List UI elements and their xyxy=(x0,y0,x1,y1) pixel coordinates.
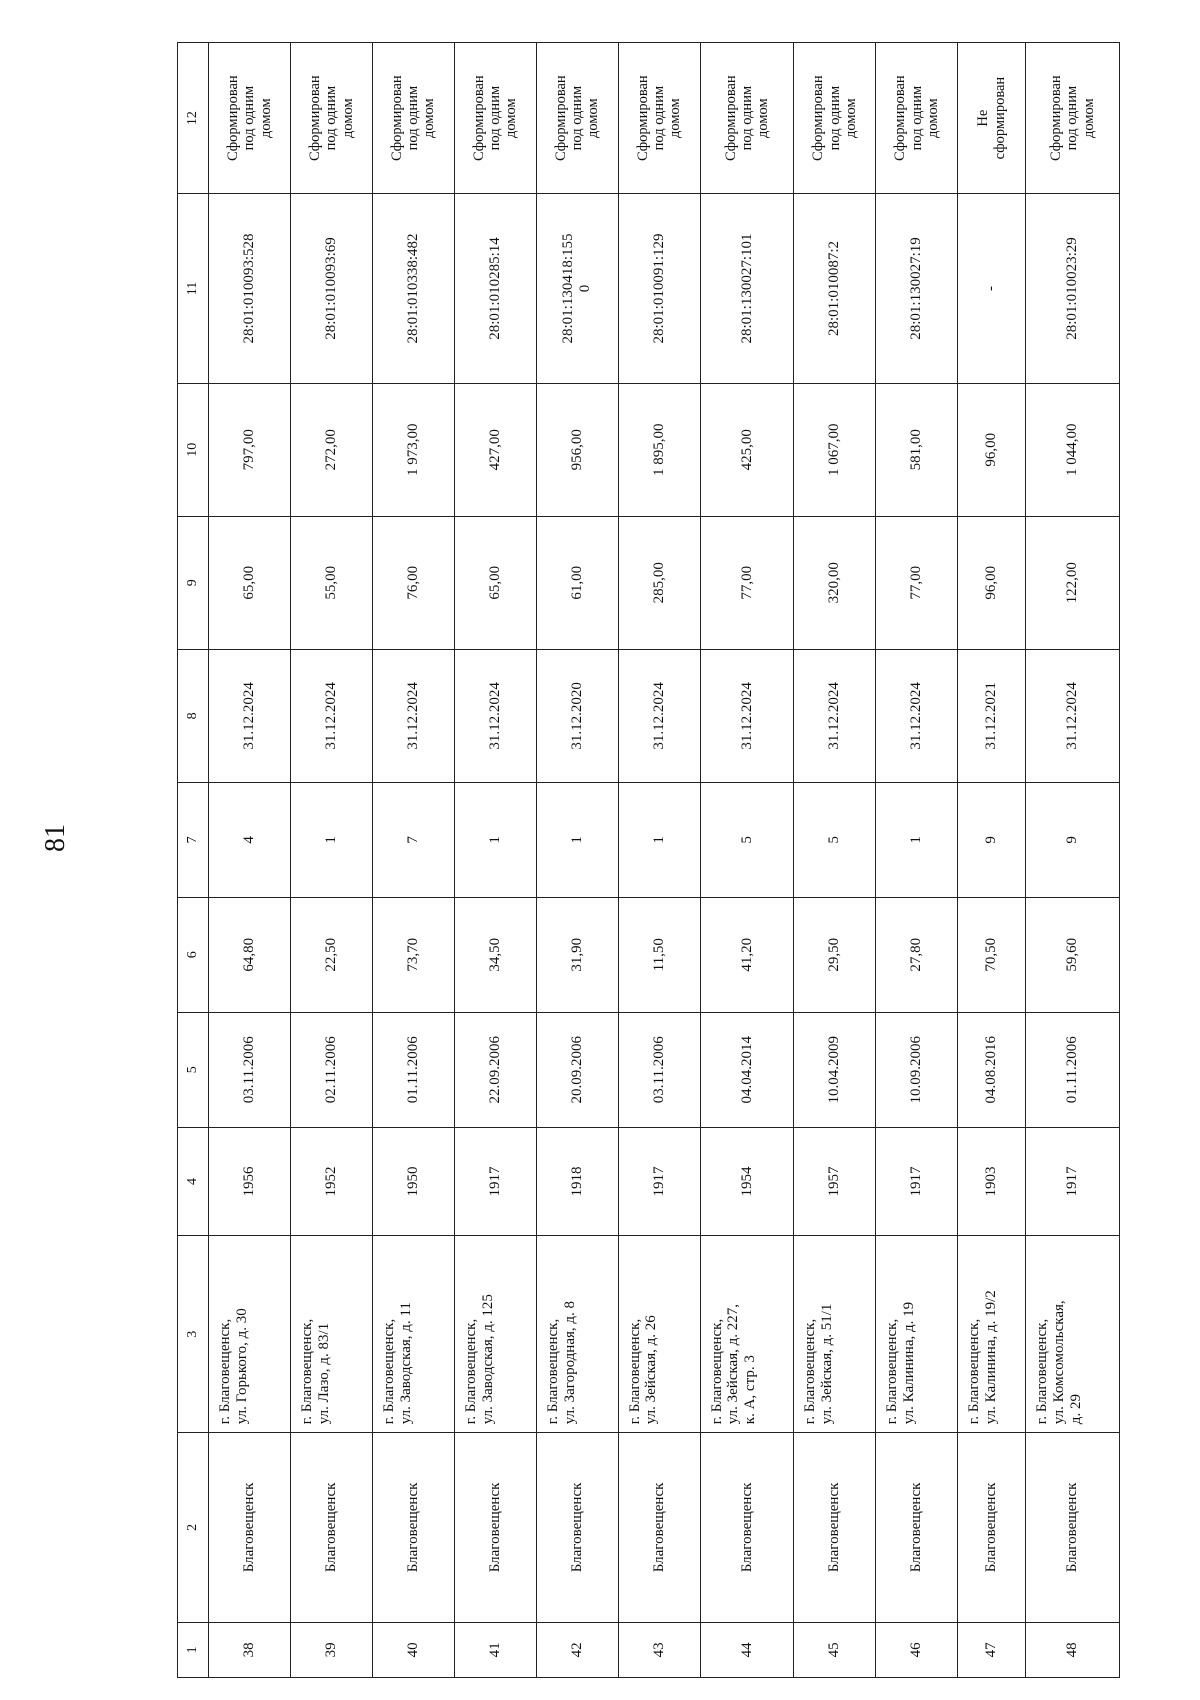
row-number-cell xyxy=(794,1622,876,1677)
area: 34,50 xyxy=(486,937,503,972)
area-cell xyxy=(1026,897,1120,1012)
city-name-cell xyxy=(454,1433,536,1622)
address: г. Благовещенск, ул. Зейская, д. 51/1 xyxy=(802,1303,836,1425)
recognition-date-cell xyxy=(290,1012,372,1127)
table-row xyxy=(618,43,700,1678)
column-9-value-cell xyxy=(794,516,876,649)
year-built-cell xyxy=(876,1127,958,1236)
year-built: 1952 xyxy=(323,1166,339,1197)
residents-count: 1 xyxy=(568,836,585,844)
resettlement-deadline: 31.12.2021 xyxy=(983,682,1000,750)
row-number: 43 xyxy=(650,1642,667,1658)
table-row xyxy=(1026,43,1120,1678)
residents-count-cell xyxy=(618,782,700,897)
column-10-value: 1 067,00 xyxy=(826,423,843,476)
resettlement-deadline-cell xyxy=(700,649,794,782)
column-10-value: 1 044,00 xyxy=(1064,423,1081,476)
recognition-date-cell xyxy=(958,1012,1026,1127)
column-header: 11 xyxy=(178,194,209,383)
land-plot-status: Сформирован под одним домом xyxy=(892,75,941,161)
recognition-date: 01.11.2006 xyxy=(404,1036,421,1104)
residents-count: 1 xyxy=(486,836,503,844)
column-10-value-cell xyxy=(372,383,454,516)
row-number-cell xyxy=(290,1622,372,1677)
address-cell xyxy=(1026,1236,1120,1433)
city-name: Благовещенск xyxy=(738,1482,755,1573)
city-name: Благовещенск xyxy=(323,1482,339,1573)
column-9-value: 65,00 xyxy=(241,565,258,600)
year-built: 1957 xyxy=(826,1166,843,1197)
column-10-value-cell xyxy=(700,383,794,516)
residents-count: 5 xyxy=(826,836,843,844)
residents-count-cell xyxy=(536,782,618,897)
recognition-date-cell xyxy=(700,1012,794,1127)
column-10-value-cell xyxy=(618,383,700,516)
address-cell xyxy=(618,1236,700,1433)
address: г. Благовещенск, ул. Калинина, д. 19/2 xyxy=(966,1290,999,1425)
city-name: Благовещенск xyxy=(983,1482,1000,1573)
address: г. Благовещенск, ул. Лазо, д. 83/1 xyxy=(298,1318,332,1425)
column-9-value-cell xyxy=(209,516,291,649)
resettlement-deadline-cell xyxy=(536,649,618,782)
row-number: 47 xyxy=(983,1642,1000,1658)
residents-count-cell xyxy=(876,782,958,897)
land-plot-status-cell xyxy=(1026,43,1120,194)
address: г. Благовещенск, ул. Горького, д. 30 xyxy=(217,1308,250,1425)
row-number: 42 xyxy=(568,1642,585,1658)
row-number: 39 xyxy=(323,1642,339,1658)
resettlement-deadline-cell xyxy=(454,649,536,782)
address-cell xyxy=(372,1236,454,1433)
resettlement-deadline: 31.12.2020 xyxy=(568,682,585,750)
land-plot-status-cell xyxy=(372,43,454,194)
land-plot-status: Сформирован под одним домом xyxy=(388,75,438,161)
row-number-cell xyxy=(209,1622,291,1677)
land-plot-status: Сформирован под одним домом xyxy=(722,75,772,161)
city-name: Благовещенск xyxy=(650,1482,667,1573)
year-built: 1918 xyxy=(568,1166,585,1197)
cadastral-number-cell xyxy=(876,194,958,383)
column-9-value-cell xyxy=(290,516,372,649)
address-cell xyxy=(209,1236,291,1433)
cadastral-number-cell xyxy=(1026,194,1120,383)
year-built-cell xyxy=(209,1127,291,1236)
recognition-date: 04.04.2014 xyxy=(738,1035,755,1104)
resettlement-deadline-cell xyxy=(209,649,291,782)
residents-count-cell xyxy=(454,782,536,897)
land-plot-status-cell xyxy=(794,43,876,194)
area: 27,80 xyxy=(908,937,925,972)
area: 64,80 xyxy=(241,937,258,972)
table-row xyxy=(958,43,1026,1678)
area-cell xyxy=(454,897,536,1012)
year-built: 1903 xyxy=(983,1166,1000,1197)
column-9-value-cell xyxy=(536,516,618,649)
address: г. Благовещенск, ул. Заводская, д. 11 xyxy=(380,1302,414,1425)
recognition-date: 02.11.2006 xyxy=(323,1036,339,1104)
address-cell xyxy=(794,1236,876,1433)
area: 31,90 xyxy=(568,937,585,972)
recognition-date: 03.11.2006 xyxy=(650,1036,667,1104)
cadastral-number: 28:01:130418:155 0 xyxy=(560,233,594,344)
column-header: 2 xyxy=(178,1433,209,1622)
area-cell xyxy=(290,897,372,1012)
residents-count: 4 xyxy=(241,836,258,844)
column-10-value: 1 895,00 xyxy=(650,423,667,476)
column-10-value: 96,00 xyxy=(983,432,1000,467)
resettlement-deadline-cell xyxy=(958,649,1026,782)
column-9-value: 122,00 xyxy=(1064,562,1081,604)
year-built: 1954 xyxy=(738,1166,755,1197)
recognition-date-cell xyxy=(372,1012,454,1127)
cadastral-number: 28:01:130027:19 xyxy=(908,237,925,340)
city-name: Благовещенск xyxy=(241,1482,258,1573)
column-10-value-cell xyxy=(958,383,1026,516)
resettlement-deadline: 31.12.2024 xyxy=(738,682,755,750)
city-name: Благовещенск xyxy=(908,1482,925,1573)
land-plot-status: Сформирован под одним домом xyxy=(552,75,602,161)
column-10-value-cell xyxy=(876,383,958,516)
column-10-value: 425,00 xyxy=(738,429,755,471)
column-10-value-cell xyxy=(536,383,618,516)
recognition-date: 10.04.2009 xyxy=(826,1035,843,1104)
page-number: 81 xyxy=(40,824,71,852)
address: г. Благовещенск, ул. Калинина, д. 19 xyxy=(884,1301,918,1425)
year-built: 1917 xyxy=(486,1166,503,1197)
row-number-cell xyxy=(958,1622,1026,1677)
cadastral-number: 28:01:010093:528 xyxy=(241,233,258,344)
address: г. Благовещенск, ул. Комсомольская, д. 29 xyxy=(1034,1300,1084,1425)
year-built: 1917 xyxy=(908,1166,925,1197)
column-header: 3 xyxy=(178,1236,209,1433)
land-plot-status-cell xyxy=(536,43,618,194)
row-number-cell xyxy=(454,1622,536,1677)
address-cell xyxy=(536,1236,618,1433)
city-name: Благовещенск xyxy=(1064,1482,1081,1573)
column-10-value: 581,00 xyxy=(908,429,925,471)
column-9-value: 65,00 xyxy=(486,565,503,600)
area-cell xyxy=(876,897,958,1012)
row-number: 41 xyxy=(486,1642,503,1658)
land-plot-status: Сформирован под одним домом xyxy=(225,75,274,161)
land-plot-status-cell xyxy=(876,43,958,194)
recognition-date-cell xyxy=(536,1012,618,1127)
year-built: 1917 xyxy=(650,1166,667,1197)
cadastral-number: 28:01:010023:29 xyxy=(1064,237,1081,340)
column-9-value-cell xyxy=(454,516,536,649)
row-number: 46 xyxy=(908,1642,925,1658)
column-9-value: 76,00 xyxy=(404,565,421,600)
cadastral-number-cell xyxy=(700,194,794,383)
resettlement-deadline-cell xyxy=(618,649,700,782)
land-plot-status: Сформирован под одним домом xyxy=(1048,75,1097,161)
row-number-cell xyxy=(536,1622,618,1677)
year-built-cell xyxy=(618,1127,700,1236)
area: 22,50 xyxy=(323,937,339,972)
area-cell xyxy=(536,897,618,1012)
resettlement-deadline-cell xyxy=(290,649,372,782)
column-header: 5 xyxy=(178,1012,209,1127)
city-name-cell xyxy=(876,1433,958,1622)
city-name: Благовещенск xyxy=(486,1482,503,1573)
row-number-cell xyxy=(876,1622,958,1677)
column-9-value: 320,00 xyxy=(826,562,843,604)
recognition-date-cell xyxy=(876,1012,958,1127)
area-cell xyxy=(700,897,794,1012)
address-cell xyxy=(290,1236,372,1433)
area: 73,70 xyxy=(404,937,421,972)
resettlement-deadline-cell xyxy=(876,649,958,782)
recognition-date: 03.11.2006 xyxy=(241,1036,258,1104)
residents-count-cell xyxy=(372,782,454,897)
table-row xyxy=(536,43,618,1678)
city-name-cell xyxy=(618,1433,700,1622)
cadastral-number-cell xyxy=(372,194,454,383)
column-header: 12 xyxy=(178,43,209,194)
year-built-cell xyxy=(290,1127,372,1236)
row-number-cell xyxy=(618,1622,700,1677)
land-plot-status: Сформирован под одним домом xyxy=(810,75,859,161)
address: г. Благовещенск, ул. Загородная, д. 8 xyxy=(544,1300,578,1425)
column-9-value: 96,00 xyxy=(983,565,1000,600)
area-cell xyxy=(958,897,1026,1012)
column-10-value-cell xyxy=(454,383,536,516)
land-plot-status: Сформирован под одним домом xyxy=(470,75,520,161)
recognition-date: 20.09.2006 xyxy=(568,1035,585,1104)
row-number-cell xyxy=(372,1622,454,1677)
column-9-value-cell xyxy=(372,516,454,649)
land-plot-status-cell xyxy=(209,43,291,194)
area-cell xyxy=(794,897,876,1012)
address-cell xyxy=(454,1236,536,1433)
year-built-cell xyxy=(794,1127,876,1236)
land-plot-status: Сформирован под одним домом xyxy=(307,75,356,161)
city-name-cell xyxy=(1026,1433,1120,1622)
address-cell xyxy=(700,1236,794,1433)
city-name: Благовещенск xyxy=(568,1482,585,1573)
year-built: 1956 xyxy=(241,1166,258,1197)
cadastral-number-cell xyxy=(536,194,618,383)
table-row xyxy=(290,43,372,1678)
residents-count: 9 xyxy=(983,836,1000,844)
row-number: 38 xyxy=(241,1642,258,1658)
cadastral-number-cell xyxy=(454,194,536,383)
residents-count: 9 xyxy=(1064,836,1081,844)
resettlement-deadline-cell xyxy=(794,649,876,782)
city-name-cell xyxy=(536,1433,618,1622)
column-9-value: 77,00 xyxy=(908,565,925,600)
recognition-date-cell xyxy=(1026,1012,1120,1127)
column-header: 1 xyxy=(178,1622,209,1677)
column-10-value-cell xyxy=(209,383,291,516)
residents-count-cell xyxy=(290,782,372,897)
recognition-date-cell xyxy=(794,1012,876,1127)
column-9-value-cell xyxy=(618,516,700,649)
residents-count: 1 xyxy=(650,836,667,844)
column-header: 8 xyxy=(178,649,209,782)
residents-count-cell xyxy=(958,782,1026,897)
land-plot-status: Не сформирован xyxy=(975,76,1008,160)
resettlement-deadline: 31.12.2024 xyxy=(404,682,421,750)
column-9-value-cell xyxy=(1026,516,1120,649)
cadastral-number: 28:01:010285:14 xyxy=(486,237,503,340)
area: 59,60 xyxy=(1064,937,1081,972)
column-header: 9 xyxy=(178,516,209,649)
cadastral-number-cell xyxy=(794,194,876,383)
city-name-cell xyxy=(700,1433,794,1622)
address-cell xyxy=(876,1236,958,1433)
column-9-value-cell xyxy=(700,516,794,649)
row-number-cell xyxy=(1026,1622,1120,1677)
city-name-cell xyxy=(372,1433,454,1622)
land-plot-status-cell xyxy=(700,43,794,194)
resettlement-deadline-cell xyxy=(1026,649,1120,782)
year-built: 1950 xyxy=(404,1166,421,1197)
recognition-date-cell xyxy=(618,1012,700,1127)
area: 70,50 xyxy=(983,937,1000,972)
year-built-cell xyxy=(1026,1127,1120,1236)
recognition-date: 10.09.2006 xyxy=(908,1035,925,1104)
land-plot-status-cell xyxy=(618,43,700,194)
area-cell xyxy=(209,897,291,1012)
address: г. Благовещенск, ул. Заводская, д. 125 xyxy=(462,1294,496,1425)
table-row xyxy=(794,43,876,1678)
residents-count: 1 xyxy=(908,836,925,844)
year-built-cell xyxy=(454,1127,536,1236)
column-9-value: 77,00 xyxy=(738,565,755,600)
column-header: 7 xyxy=(178,782,209,897)
city-name: Благовещенск xyxy=(826,1482,843,1573)
rotated-table-container xyxy=(177,42,1120,1678)
land-plot-status-cell xyxy=(958,43,1026,194)
column-header: 6 xyxy=(178,897,209,1012)
table-row xyxy=(454,43,536,1678)
residents-count: 1 xyxy=(323,836,339,844)
header-row xyxy=(178,43,209,1678)
column-10-value: 956,00 xyxy=(568,429,585,471)
cadastral-number: 28:01:010091:129 xyxy=(650,233,667,344)
recognition-date: 04.08.2016 xyxy=(983,1035,1000,1104)
table-row xyxy=(372,43,454,1678)
recognition-date: 22.09.2006 xyxy=(486,1035,503,1104)
residents-count-cell xyxy=(209,782,291,897)
resettlement-deadline: 31.12.2024 xyxy=(650,682,667,750)
year-built-cell xyxy=(536,1127,618,1236)
cadastral-number: 28:01:010087:2 xyxy=(826,240,843,336)
row-number-cell xyxy=(700,1622,794,1677)
cadastral-number: 28:01:010093:69 xyxy=(323,237,339,340)
resettlement-deadline: 31.12.2024 xyxy=(486,682,503,750)
cadastral-number-cell xyxy=(958,194,1026,383)
table-body xyxy=(209,43,1120,1678)
resettlement-deadline: 31.12.2024 xyxy=(908,682,925,750)
column-9-value-cell xyxy=(876,516,958,649)
cadastral-number: - xyxy=(983,285,1000,291)
residents-count-cell xyxy=(794,782,876,897)
residents-count: 7 xyxy=(404,836,421,844)
land-plot-status-cell xyxy=(290,43,372,194)
residents-count-cell xyxy=(700,782,794,897)
address: г. Благовещенск, ул. Зейская, д. 227, к. А, стр. 3 xyxy=(708,1304,759,1425)
address-cell xyxy=(958,1236,1026,1433)
land-plot-status: Сформирован под одним домом xyxy=(634,75,684,161)
table-row xyxy=(876,43,958,1678)
cadastral-number: 28:01:130027:101 xyxy=(738,233,755,344)
cadastral-number-cell xyxy=(209,194,291,383)
row-number: 45 xyxy=(826,1642,843,1658)
recognition-date-cell xyxy=(454,1012,536,1127)
column-9-value: 61,00 xyxy=(568,565,585,600)
housing-table xyxy=(177,42,1120,1678)
city-name-cell xyxy=(794,1433,876,1622)
year-built-cell xyxy=(958,1127,1026,1236)
year-built-cell xyxy=(372,1127,454,1236)
column-9-value: 285,00 xyxy=(650,562,667,604)
column-10-value-cell xyxy=(794,383,876,516)
residents-count: 5 xyxy=(738,836,755,844)
year-built-cell xyxy=(700,1127,794,1236)
column-10-value-cell xyxy=(1026,383,1120,516)
column-10-value: 797,00 xyxy=(241,429,258,471)
column-10-value: 427,00 xyxy=(486,429,503,471)
resettlement-deadline-cell xyxy=(372,649,454,782)
city-name-cell xyxy=(209,1433,291,1622)
column-9-value: 55,00 xyxy=(323,565,339,600)
resettlement-deadline: 31.12.2024 xyxy=(826,682,843,750)
column-10-value-cell xyxy=(290,383,372,516)
column-10-value: 272,00 xyxy=(323,429,339,471)
residents-count-cell xyxy=(1026,782,1120,897)
area-cell xyxy=(372,897,454,1012)
area-cell xyxy=(618,897,700,1012)
column-9-value-cell xyxy=(958,516,1026,649)
area: 29,50 xyxy=(826,937,843,972)
recognition-date: 01.11.2006 xyxy=(1064,1036,1081,1104)
cadastral-number-cell xyxy=(618,194,700,383)
recognition-date-cell xyxy=(209,1012,291,1127)
column-header: 4 xyxy=(178,1127,209,1236)
column-10-value: 1 973,00 xyxy=(404,423,421,476)
land-plot-status-cell xyxy=(454,43,536,194)
area: 41,20 xyxy=(738,937,755,972)
row-number: 48 xyxy=(1064,1642,1081,1658)
city-name: Благовещенск xyxy=(404,1482,421,1573)
cadastral-number: 28:01:010338:482 xyxy=(404,233,421,344)
table-row xyxy=(209,43,291,1678)
city-name-cell xyxy=(958,1433,1026,1622)
column-header: 10 xyxy=(178,383,209,516)
table-row xyxy=(700,43,794,1678)
city-name-cell xyxy=(290,1433,372,1622)
cadastral-number-cell xyxy=(290,194,372,383)
year-built: 1917 xyxy=(1064,1166,1081,1197)
row-number: 40 xyxy=(404,1642,421,1658)
resettlement-deadline: 31.12.2024 xyxy=(323,682,339,750)
row-number: 44 xyxy=(738,1642,755,1658)
resettlement-deadline: 31.12.2024 xyxy=(1064,682,1081,750)
area: 11,50 xyxy=(650,938,667,972)
address: г. Благовещенск, ул. Зейская, д. 26 xyxy=(626,1315,660,1425)
resettlement-deadline: 31.12.2024 xyxy=(241,682,258,750)
